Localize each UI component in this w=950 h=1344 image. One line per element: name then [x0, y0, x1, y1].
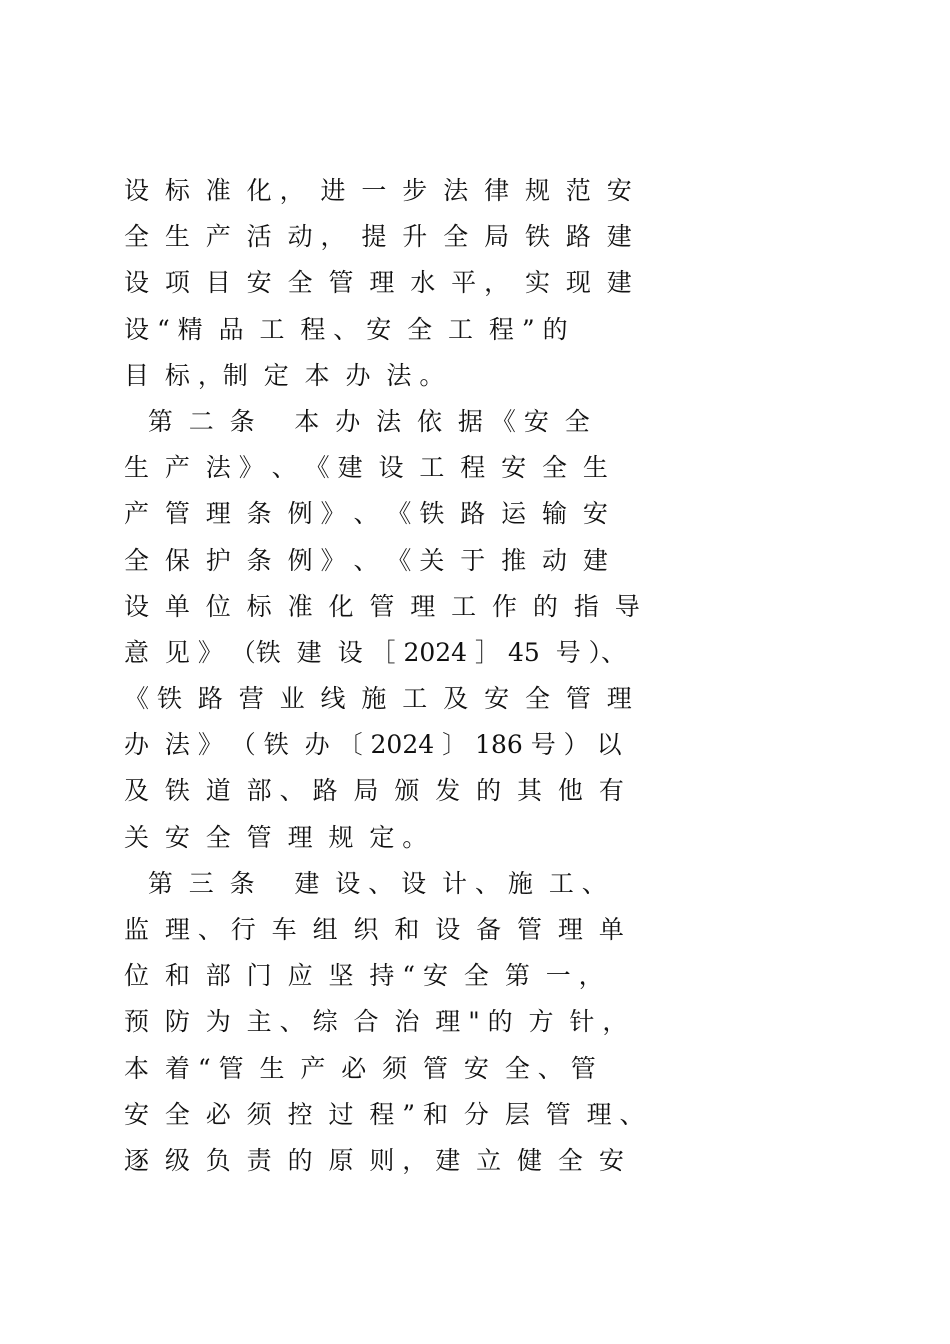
text-line: 办 法 》 （ 铁 办 〔 2024 〕 186 号 ） 以 [124, 730, 622, 760]
text-line: 设 “ 精 品 工 程 、 安 全 工 程 ” 的 [124, 314, 568, 344]
text-line: 产 管 理 条 例 》 、 《 铁 路 运 输 安 [124, 499, 608, 529]
text-line: 目 标 ，制 定 本 办 法 。 [124, 360, 445, 390]
text-line: 设 项 目 安 全 管 理 水 平 ， 实 现 建 [124, 268, 632, 298]
text-line: 设 单 位 标 准 化 管 理 工 作 的 指 导 [124, 591, 640, 621]
article-heading-line: 第 三 条 建 设 、 设 计 、 施 工 、 [124, 868, 607, 898]
text-line: 监 理 、 行 车 组 织 和 设 备 管 理 单 [124, 915, 624, 944]
text-line: 全 保 护 条 例 》 、 《 关 于 推 动 建 [124, 545, 608, 575]
text-line: 及 铁 道 部 、 路 局 颁 发 的 其 他 有 [124, 776, 624, 806]
text-line: 设 标 准 化 ， 进 一 步 法 律 规 范 安 [124, 176, 632, 205]
text-line: 位 和 部 门 应 坚 持 “ 安 全 第 一 ， [124, 961, 604, 991]
body-text [124, 168, 844, 1184]
text-line: 《 铁 路 营 业 线 施 工 及 安 全 管 理 [124, 684, 632, 714]
text-line: 预 防 为 主 、 综 合 治 理 " 的 方 针 ， [124, 1007, 628, 1037]
article-heading-line: 第 二 条 本 办 法 依 据 《 安 全 [124, 406, 590, 436]
text-line: 关 安 全 管 理 规 定 。 [124, 822, 428, 852]
text-line: 意 见 》 （铁 建 设 ［ 2024 ］ 45 号 ）、 [124, 637, 627, 667]
text-line: 生 产 法 》 、 《 建 设 工 程 安 全 生 [124, 453, 608, 483]
text-line: 逐 级 负 责 的 原 则 ， 建 立 健 全 安 [124, 1145, 624, 1175]
text-line: 全 生 产 活 动 ， 提 升 全 局 铁 路 建 [124, 222, 632, 252]
text-line: 安 全 必 须 控 过 程 ” 和 分 层 管 理 、 [124, 1099, 645, 1129]
text-line: 本 着 “ 管 生 产 必 须 管 安 全 、 管 [124, 1053, 596, 1083]
